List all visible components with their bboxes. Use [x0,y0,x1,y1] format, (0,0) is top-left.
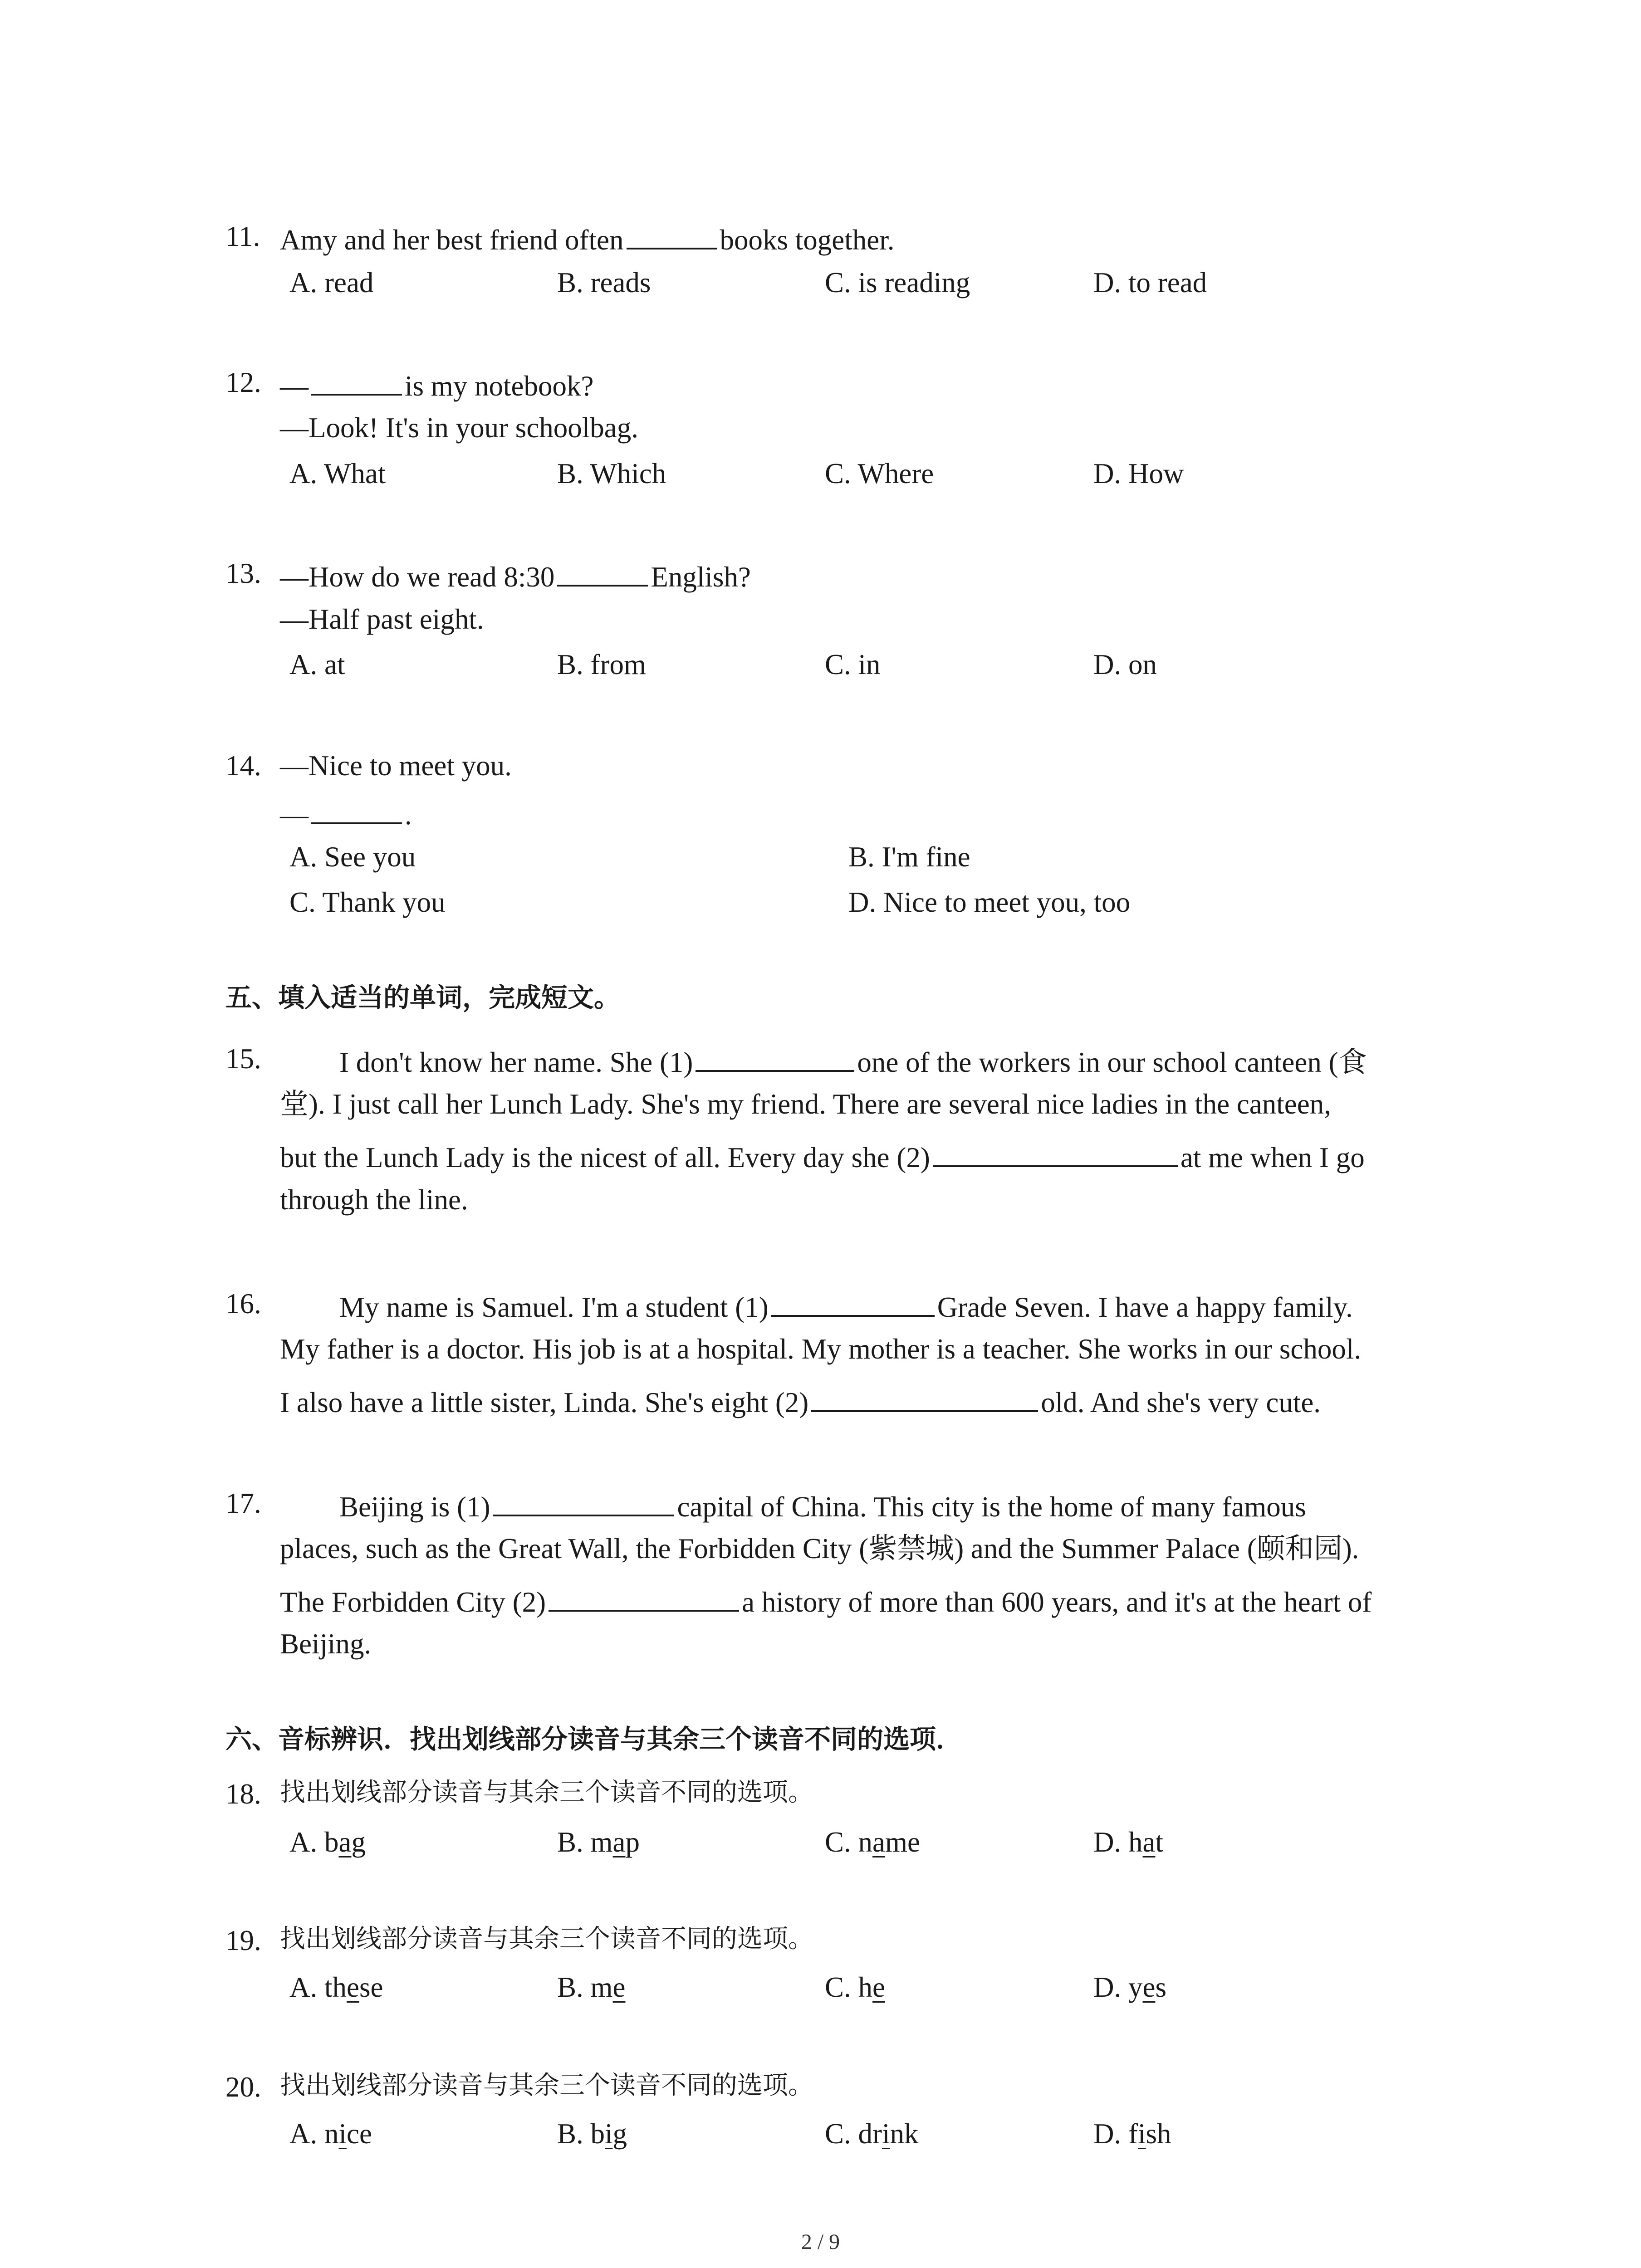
underlined-letter: i [1137,2118,1146,2150]
question-number: 11. [225,220,260,252]
stem-text: is my notebook? [405,370,594,402]
option-text: B. m [557,1971,613,2003]
section-title: 六、音标辨识．找出划线部分读音与其余三个读音不同的选项． [225,1724,963,1755]
passage-line: My father is a doctor. His job is at a hospital. My mother is a teacher. She works in our school. [280,1333,1362,1365]
option-text: p [625,1826,640,1858]
passage-text: Beijing is (1) [339,1491,490,1523]
option-a[interactable] [289,2120,372,2148]
underlined-letter: i [338,2118,347,2150]
question-number: 12. [225,367,261,398]
option-a[interactable]: A. What [289,458,386,489]
option-b[interactable]: B. reads [557,267,651,298]
passage-text: one of the workers in our school canteen (食 [857,1046,1367,1078]
question-number: 17. [225,1487,261,1519]
option-text: s [1155,1971,1166,2003]
passage-text: old. And she's very cute. [1041,1387,1321,1418]
passage-text: at me when I go [1180,1142,1365,1173]
option-a[interactable]: A. at [289,649,345,680]
question-stem: 找出划线部分读音与其余三个读音不同的选项。 [280,1778,813,1807]
answer-blank[interactable] [933,1140,1178,1167]
passage-line [280,1584,1372,1617]
option-b[interactable] [557,1828,640,1857]
option-c[interactable] [825,1828,920,1857]
option-d[interactable] [1093,1828,1163,1857]
answer-blank[interactable] [549,1584,739,1612]
option-a[interactable]: A. See you [289,841,416,873]
underlined-letter: e [612,1971,626,2003]
option-c[interactable] [825,1973,885,2002]
option-d[interactable]: D. to read [1093,267,1207,298]
underlined-letter: a [612,1826,626,1858]
question-number: 14. [225,750,261,782]
question-number: 13. [225,557,261,589]
option-text: se [359,1971,383,2003]
question-number: 19. [225,1925,261,1956]
passage-line: through the line. [280,1184,468,1216]
passage-line: places, such as the Great Wall, the Forbidden City (紫禁城) and the Summer Palace (颐和园). [280,1533,1359,1564]
option-a[interactable] [289,1973,383,2002]
option-c[interactable]: C. in [825,649,881,680]
underlined-letter: a [872,1826,885,1858]
passage-line: 堂). I just call her Lunch Lady. She's my friend. There are several nice ladies in the canteen, [280,1088,1331,1120]
option-text: A. n [289,2118,339,2150]
answer-blank[interactable] [557,559,648,587]
option-text: C. h [825,1971,873,2003]
passage-line [280,1140,1365,1172]
option-text: D. y [1093,1971,1143,2003]
passage-text: I don't know her name. She (1) [339,1046,693,1078]
passage-line: Beijing. [280,1628,372,1660]
section-title: 五、填入适当的单词，完成短文。 [225,982,621,1013]
answer-blank[interactable] [311,797,402,824]
option-c[interactable]: C. is reading [825,267,970,298]
option-d[interactable]: D. Nice to meet you, too [848,886,1131,918]
underlined-letter: i [882,2118,890,2150]
question-number: 18. [225,1778,261,1810]
option-d[interactable] [1093,2120,1171,2148]
question-stem [280,368,593,401]
passage-text: My name is Samuel. I'm a student (1) [339,1291,769,1323]
question-number: 16. [225,1288,261,1320]
option-text: C. n [825,1826,873,1858]
stem-text: . [405,799,412,831]
underlined-letter: i [605,2118,613,2150]
page-number: 2 / 9 [801,2230,840,2254]
answer-blank[interactable] [771,1290,935,1317]
underlined-letter: a [338,1826,352,1858]
answer-blank[interactable] [811,1385,1038,1412]
option-text: g [612,2118,627,2150]
answer-blank[interactable] [627,222,717,249]
option-text: sh [1146,2118,1171,2150]
answer-blank[interactable] [311,368,402,396]
passage-line [339,1290,1353,1322]
stem-text: —How do we read 8:30 [280,561,555,593]
dialogue-line: —Half past eight. [280,603,484,635]
passage-text: The Forbidden City (2) [280,1586,546,1618]
underlined-letter: e [872,1971,885,2003]
question-stem [280,559,751,591]
answer-blank[interactable] [696,1045,854,1072]
option-b[interactable]: B. from [557,649,646,680]
option-text: t [1155,1826,1163,1858]
option-c[interactable] [825,2120,919,2148]
option-text: g [351,1826,366,1858]
option-text: B. m [557,1826,613,1858]
underlined-letter: e [1142,1971,1156,2003]
option-b[interactable] [557,1973,626,2002]
option-a[interactable]: A. read [289,267,374,298]
option-d[interactable] [1093,1973,1166,2002]
stem-text: Amy and her best friend often [280,224,624,256]
option-text: A. b [289,1826,339,1858]
option-b[interactable]: B. Which [557,458,666,489]
passage-text: I also have a little sister, Linda. She's eight (2) [280,1387,809,1418]
option-text: B. b [557,2118,605,2150]
underlined-letter: a [1142,1826,1156,1858]
passage-text: a history of more than 600 years, and it's at the heart of [742,1586,1372,1618]
passage-text: but the Lunch Lady is the nicest of all. Every day she (2) [280,1142,930,1173]
option-text: D. f [1093,2118,1138,2150]
passage-text: capital of China. This city is the home of many famous [677,1491,1306,1523]
stem-text: — [280,370,309,402]
option-text: D. h [1093,1826,1143,1858]
question-stem [280,797,412,829]
underlined-letter: e [347,1971,359,2003]
option-text: me [885,1826,920,1858]
passage-text: Grade Seven. I have a happy family. [937,1291,1353,1323]
option-text: ce [347,2118,372,2150]
option-d[interactable]: D. How [1093,458,1184,489]
option-text: C. dr [825,2118,882,2150]
passage-line [339,1489,1306,1521]
option-text: nk [890,2118,919,2150]
dialogue-line: —Nice to meet you. [280,750,512,782]
dialogue-line: —Look! It's in your schoolbag. [280,412,638,444]
passage-line [280,1385,1321,1417]
option-text: A. th [289,1971,347,2003]
answer-blank[interactable] [493,1489,674,1516]
option-a[interactable] [289,1828,366,1857]
option-c[interactable]: C. Thank you [289,886,446,918]
passage-line [339,1045,1367,1077]
question-stem [280,222,894,254]
stem-text: — [280,799,309,831]
option-b[interactable] [557,2120,627,2148]
option-c[interactable]: C. Where [825,458,934,489]
stem-text: books together. [720,224,895,256]
option-b[interactable]: B. I'm fine [848,841,970,873]
question-stem: 找出划线部分读音与其余三个读音不同的选项。 [280,1924,813,1954]
question-number: 15. [225,1043,261,1075]
stem-text: English? [651,561,751,593]
option-d[interactable]: D. on [1093,649,1157,680]
question-stem: 找出划线部分读音与其余三个读音不同的选项。 [280,2071,813,2100]
question-number: 20. [225,2071,261,2103]
